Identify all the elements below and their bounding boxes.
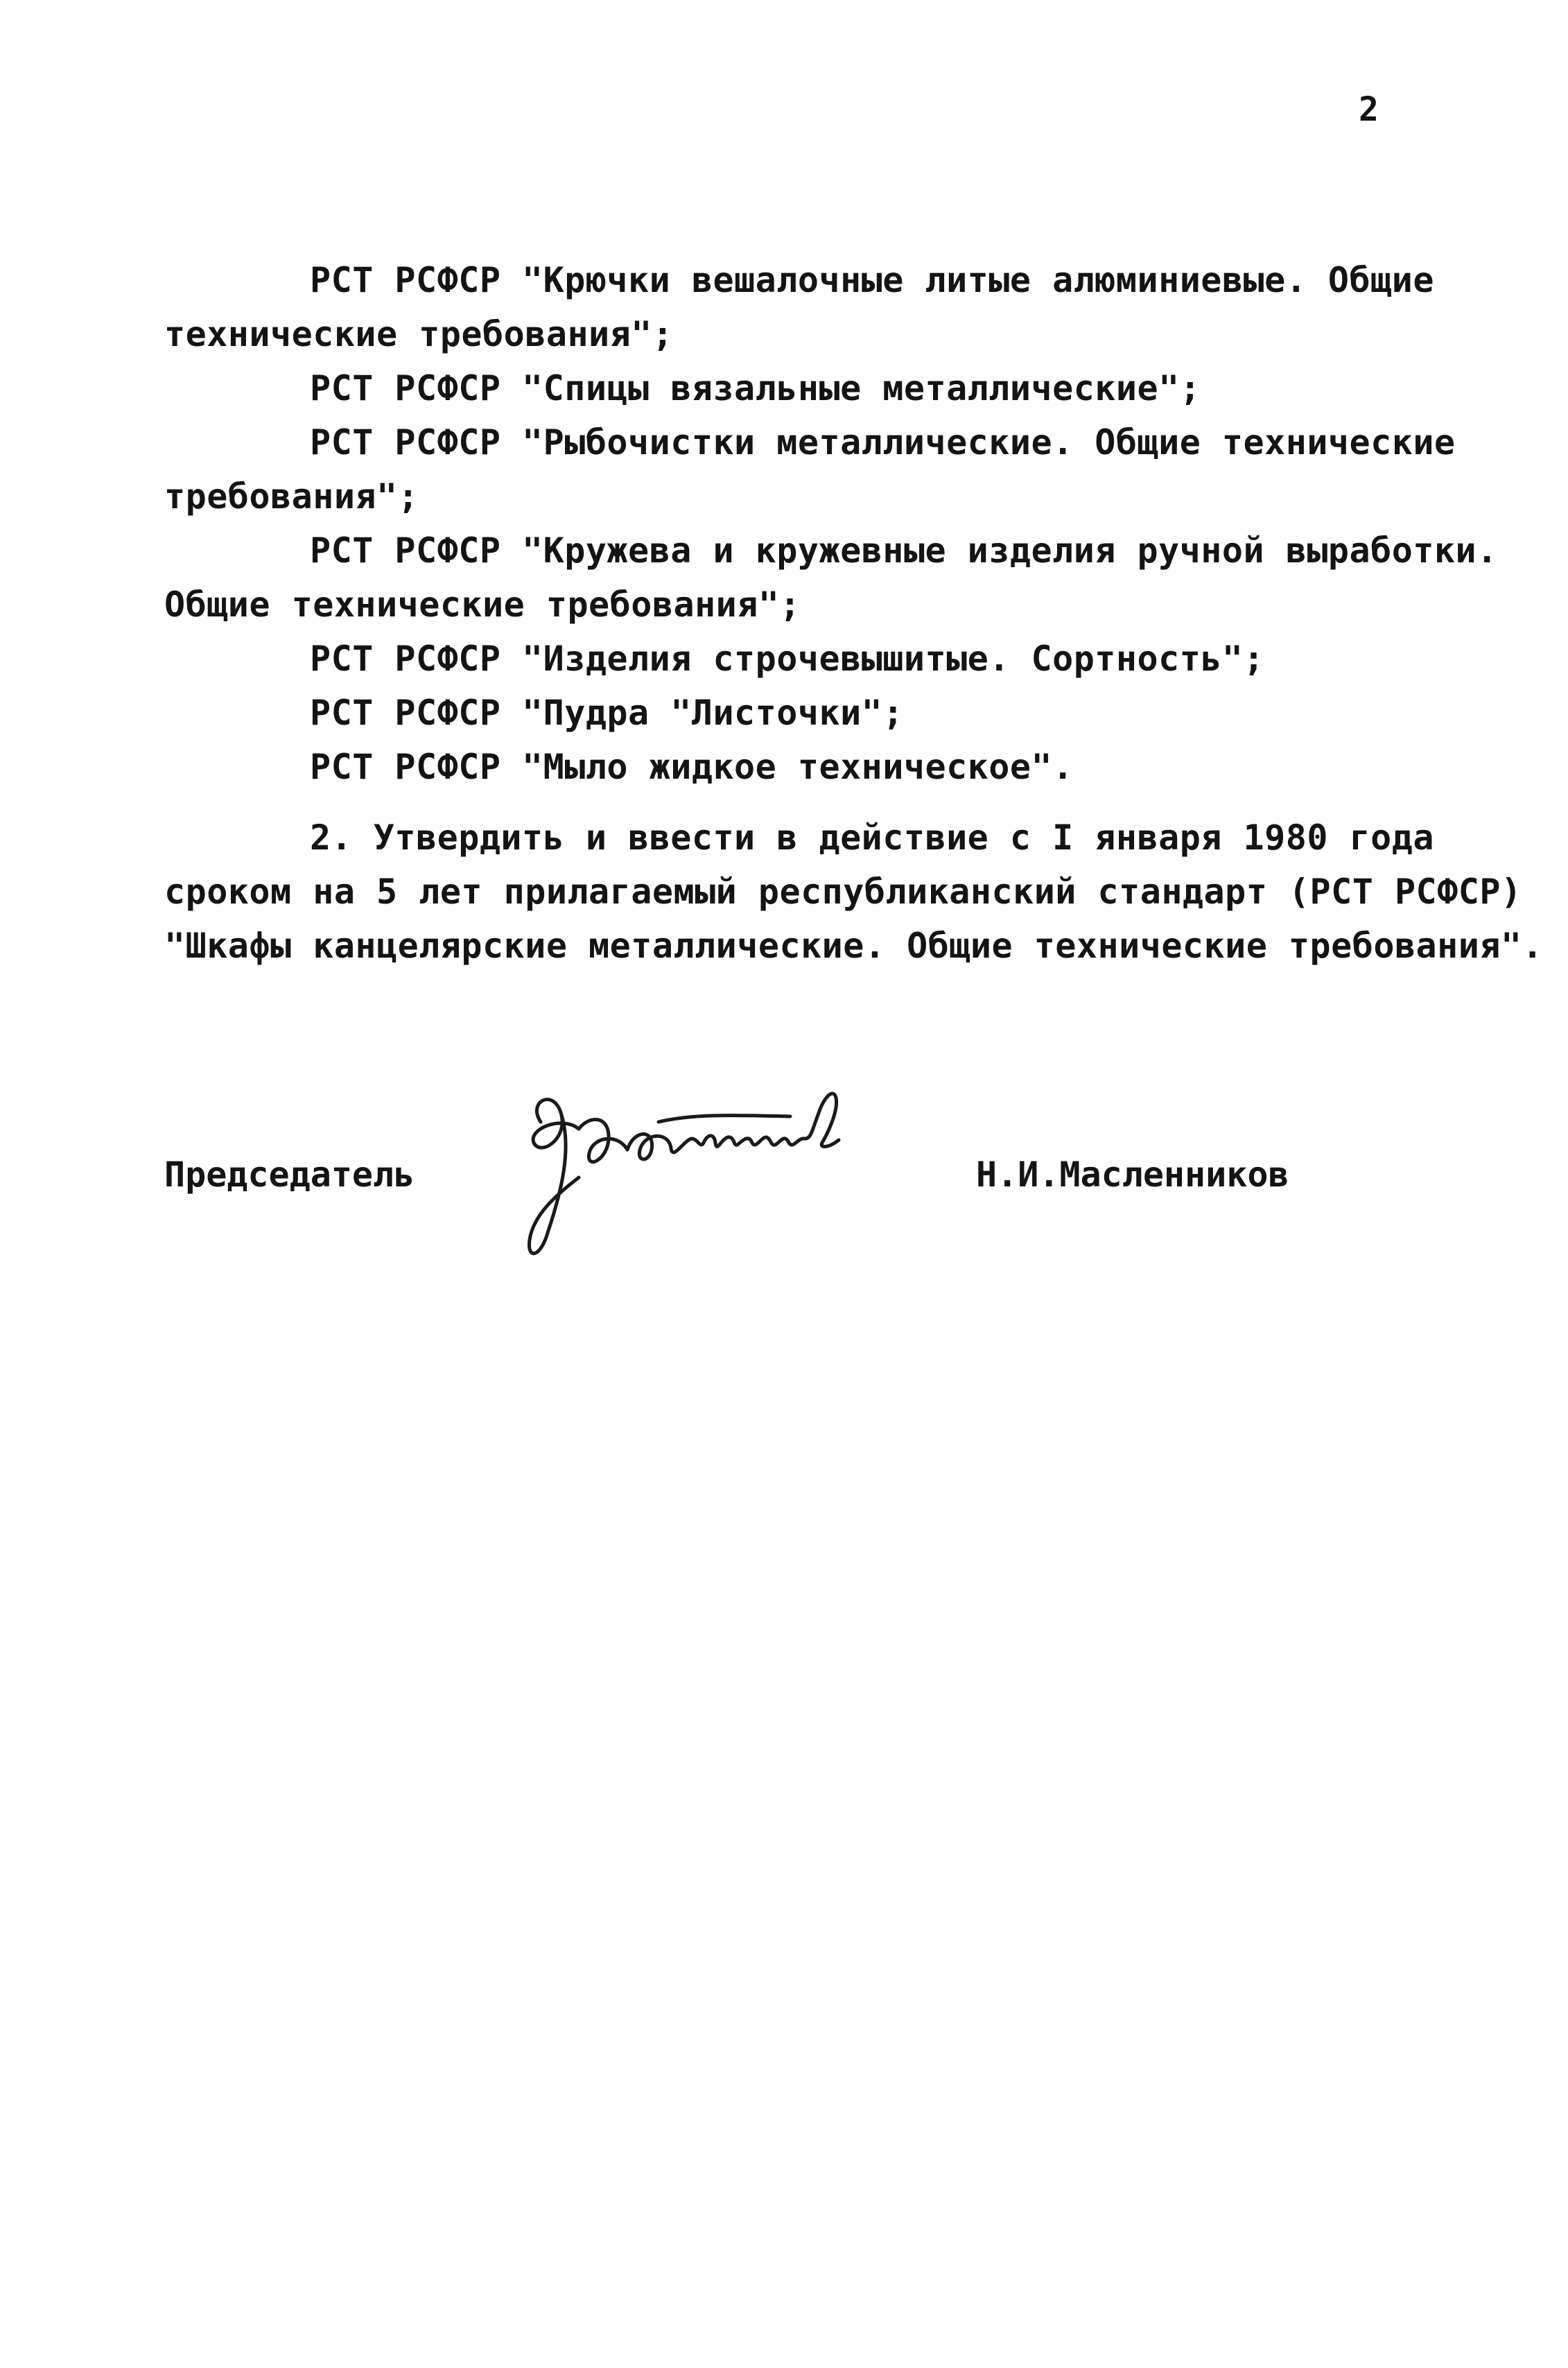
signatory-name: Н.И.Масленников [976, 1155, 1289, 1195]
list-line: РСТ РСФСР "Изделия строчевышитые. Сортность"; [310, 639, 1265, 679]
handwritten-signature [513, 1073, 887, 1274]
page-number: 2 [1359, 90, 1379, 129]
list-line: требования"; [164, 476, 419, 517]
signatory-role: Председатель [164, 1155, 415, 1195]
list-line: РСТ РСФСР "Рыбочистки металлические. Общие технические [310, 422, 1456, 463]
item2-line: сроком на 5 лет прилагаемый республиканский стандарт (РСТ РСФСР) [164, 872, 1522, 912]
item2-line: 2. Утвердить и ввести в действие с I января 1980 года [310, 818, 1434, 858]
list-line: РСТ РСФСР "Пудра "Листочки"; [310, 693, 904, 733]
list-line: РСТ РСФСР "Мыло жидкое техническое". [310, 747, 1074, 787]
list-line: РСТ РСФСР "Спицы вязальные металлические"; [310, 368, 1201, 408]
list-line: Общие технические требования"; [164, 585, 801, 625]
list-line: технические требования"; [164, 314, 674, 354]
item2-line: "Шкафы канцелярские металлические. Общие технические требования". [164, 926, 1544, 966]
list-line: РСТ РСФСР "Кружева и кружевные изделия ручной выработки. [310, 530, 1498, 571]
list-line: РСТ РСФСР "Крючки вешалочные литые алюминиевые. Общие [310, 260, 1434, 300]
